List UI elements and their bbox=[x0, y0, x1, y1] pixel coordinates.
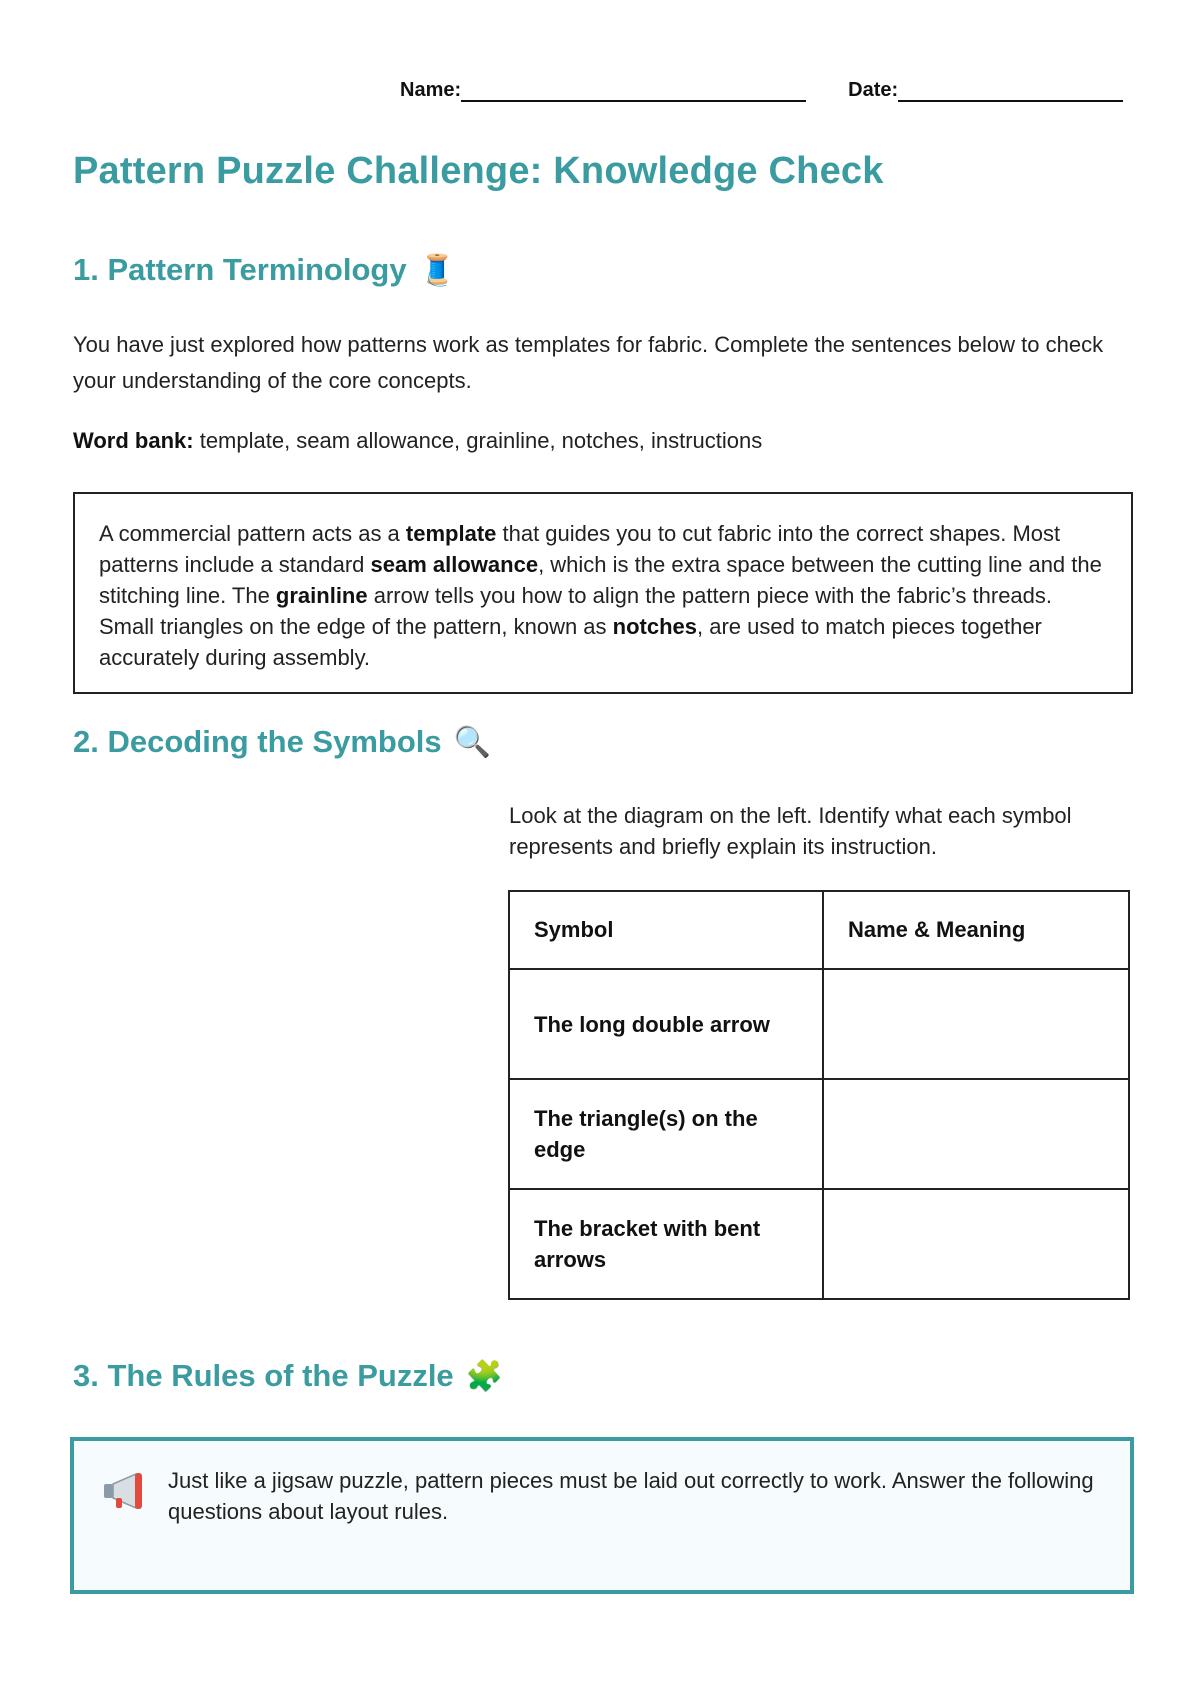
terminology-passage bbox=[73, 492, 1133, 694]
section-3-heading bbox=[73, 1358, 503, 1394]
passage-text: arrow tells you how to align the pattern piece with the fabric’s threads. Small triangles on the edge of the pattern, known as bbox=[99, 583, 1053, 639]
word-bank-words: template, seam allowance, grainline, notches, instructions bbox=[193, 428, 763, 453]
section-2-heading-text: 2. Decoding the Symbols bbox=[73, 724, 442, 759]
section-2-instructions: Look at the diagram on the left. Identify what each symbol represents and briefly explain its instruction. bbox=[509, 803, 1072, 859]
table-row bbox=[509, 969, 1129, 1079]
magnifier-icon: 🔍 bbox=[453, 724, 491, 760]
symbol-cell: The bracket with bent arrows bbox=[509, 1189, 823, 1299]
page-title: Pattern Puzzle Challenge: Knowledge Check bbox=[73, 150, 884, 192]
passage-term-seam-allowance: seam allowance bbox=[370, 552, 539, 577]
name-label: Name: bbox=[400, 79, 462, 101]
callout-text: Just like a jigsaw puzzle, pattern pieces must be laid out correctly to work. Answer the following questions about layout rules. bbox=[168, 1468, 1094, 1524]
table-header-symbol: Symbol bbox=[509, 891, 823, 969]
name-field[interactable] bbox=[461, 76, 806, 102]
table-row bbox=[509, 1079, 1129, 1189]
symbol-cell: The long double arrow bbox=[509, 969, 823, 1079]
layout-rules-callout bbox=[70, 1437, 1134, 1594]
section-3-heading-text: 3. The Rules of the Puzzle bbox=[73, 1358, 454, 1393]
section-1-intro: You have just explored how patterns work as templates for fabric. Complete the sentences below to check your understanding of the core concepts. bbox=[73, 332, 1104, 393]
date-field[interactable] bbox=[898, 76, 1123, 102]
table-header-row bbox=[509, 891, 1129, 969]
section-1-heading bbox=[73, 252, 456, 288]
word-bank-label: Word bank: bbox=[73, 428, 194, 453]
answer-cell[interactable] bbox=[823, 969, 1129, 1079]
passage-term-notches: notches bbox=[612, 614, 698, 639]
passage-text: , which is the extra space between the cutting line and the stitching line. The bbox=[99, 552, 1102, 608]
date-label: Date: bbox=[848, 79, 899, 101]
passage-text: , are used to match pieces together accurately during assembly. bbox=[99, 614, 1042, 670]
section-1-heading-text: 1. Pattern Terminology bbox=[73, 252, 407, 287]
header-fields bbox=[400, 72, 1138, 102]
passage-text: A commercial pattern acts as a bbox=[99, 521, 406, 546]
passage-text: that guides you to cut fabric into the correct shapes. Most patterns include a standard bbox=[99, 521, 1061, 577]
symbols-table bbox=[508, 890, 1130, 1300]
thread-spool-icon: 🧵 bbox=[418, 252, 456, 288]
puzzle-piece-icon: 🧩 bbox=[465, 1358, 504, 1394]
passage-term-template: template bbox=[405, 521, 497, 546]
answer-cell[interactable] bbox=[823, 1189, 1129, 1299]
word-bank bbox=[73, 428, 762, 454]
passage-term-grainline: grainline bbox=[275, 583, 368, 608]
table-row bbox=[509, 1189, 1129, 1299]
section-2-heading bbox=[73, 724, 491, 760]
symbol-cell: The triangle(s) on the edge bbox=[509, 1079, 823, 1189]
answer-cell[interactable] bbox=[823, 1079, 1129, 1189]
table-header-name-meaning: Name & Meaning bbox=[823, 891, 1129, 969]
megaphone-icon bbox=[102, 1471, 148, 1511]
